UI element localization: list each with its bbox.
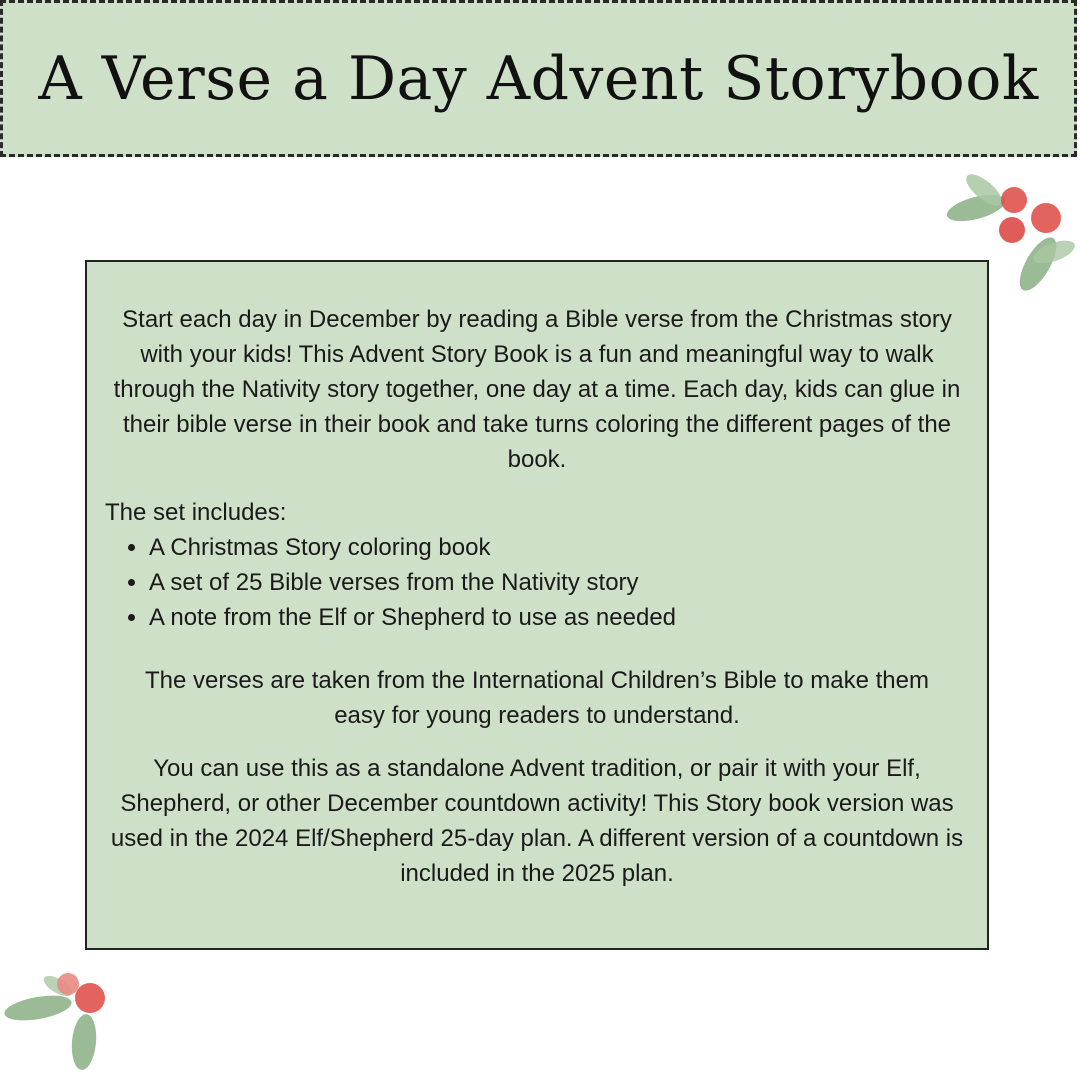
verses-note: The verses are taken from the International Children’s Bible to make them easy for young readers to understand.: [145, 667, 929, 729]
list-item: • A Christmas Story coloring book: [149, 530, 969, 565]
usage-note: You can use this as a standalone Advent tradition, or pair it with your Elf, Shepherd, or other December countdown activity! This Story book version was used in the 2024 Elf/Shepherd 25-day plan. A different version of a countdown is included in the 2025 plan.: [110, 755, 964, 887]
intro-paragraph: Start each day in December by reading a Bible verse from the Christmas story with your kids! This Advent Story Book is a fun and meaningful way to walk through the Nativity story together, one day at a time. Each day, kids can glue in their bible verse in their book and take turns coloring the different pages of the book.: [113, 306, 961, 473]
list-item: • A note from the Elf or Shepherd to use as needed: [149, 600, 969, 635]
title-banner: [0, 0, 1077, 157]
holly-icon: [0, 966, 112, 1078]
description-panel: [85, 260, 989, 950]
page-title: A Verse a Day Advent Storybook: [38, 43, 1039, 114]
set-heading: The set includes:: [105, 499, 287, 526]
set-items-list: [105, 530, 969, 635]
list-item: • A set of 25 Bible verses from the Nativity story: [149, 565, 969, 600]
